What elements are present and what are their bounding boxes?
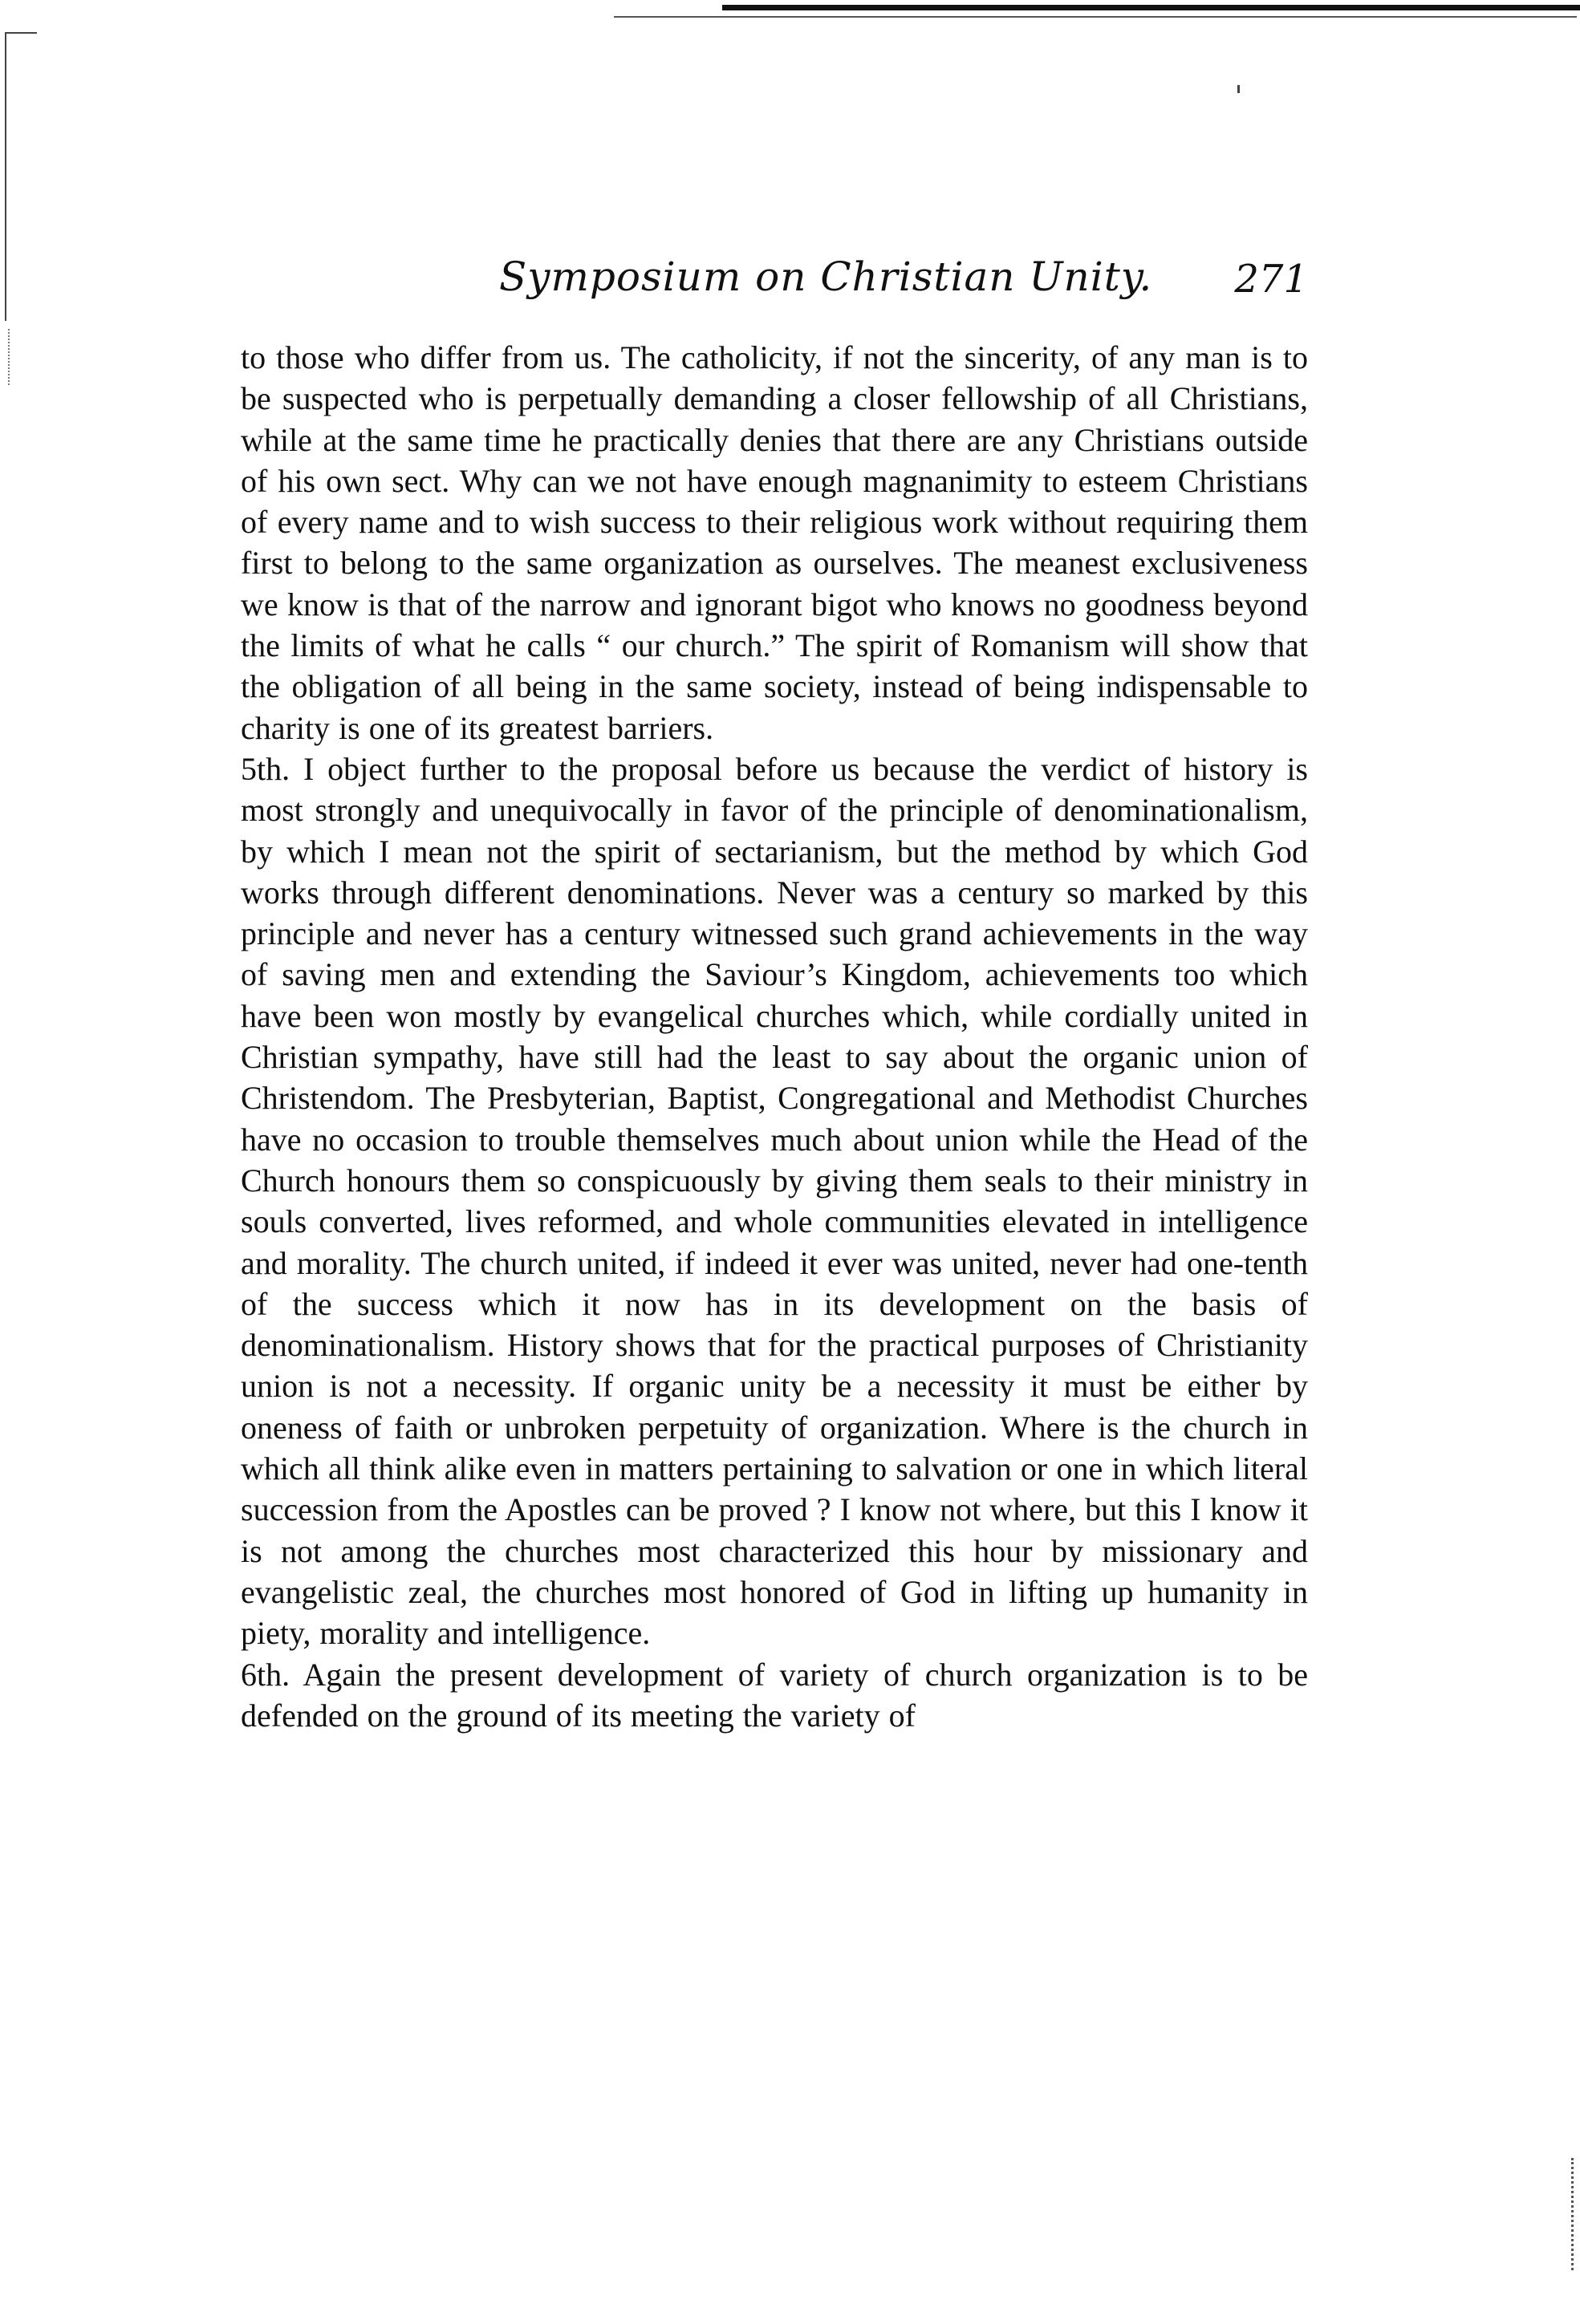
running-head <box>241 249 1308 321</box>
page-number: 271 <box>1234 257 1308 302</box>
right-edge-dots <box>1571 2158 1575 2270</box>
paragraph-continuation: to those who differ from us. The catholicity, if not the sincerity, of any man is to be suspected who is perpetually demanding a closer fellowship of all Christians, while at the same time he practically denies that there are any Christians outside of his own sect. Why can we not have enough magnanimity to esteem Christians of every name and to wish success to their religious work without requiring them first to belong to the same organization as ourselves. The meanest exclusiveness we know is that of the narrow and ignorant bigot who knows no goodness beyond the limits of what he calls “ our church.” The spirit of Romanism will show that the obligation of all being in the same society, instead of being indispensable to charity is one of its greatest barriers. <box>241 339 1308 746</box>
paragraph-sixth-point: 6th. Again the present development of variety of church organization is to be defended on the ground of its meeting the variety of <box>241 1656 1308 1734</box>
left-edge-line <box>5 32 6 321</box>
top-rule-thin <box>614 16 1577 18</box>
running-title: Symposium on Christian Unity. <box>499 253 1153 300</box>
paragraph-fifth-point: 5th. I object further to the proposal before us because the verdict of history is most strongly and unequivocally in favor of the principle of denominationalism, by which I mean not the spirit of sectarianism, but the method by which God works through different denominations. Never was a century so marked by this principle and never has a century witnessed such grand achievements in the way of saving men and extending the Saviour’s Kingdom, achievements too which have been won mostly by evangelical churches which, while cordially united in Christian sympathy, have still had the least to say about the organic union of Christendom. The Presbyterian, Baptist, Congregational and Methodist Churches have no occasion to trouble themselves much about union while the Head of the Church honours them so conspicuously by giving them seals to their ministry in souls converted, lives reformed, and whole communities elevated in intelligence and morality. The church united, if indeed it ever was united, never had one-tenth of the success which it now has in its development on the basis of denominationalism. History shows that for the practical purposes of Christianity union is not a necessity. If organic unity be a necessity it must be either by oneness of faith or unbroken perpetuity of organization. Where is the church in which all think alike even in matters pertaining to salvation or one in which literal succession from the Apostles can be proved ? I know not where, but this I know it is not among the churches most characterized this hour by missionary and evangelistic zeal, the churches most honored of God in lifting up humanity in piety, morality and intelligence. <box>241 750 1308 1652</box>
left-edge-tick <box>5 32 37 34</box>
top-rule-thick <box>722 5 1580 10</box>
ink-speck <box>1237 85 1240 93</box>
body-text <box>241 337 1308 1736</box>
left-edge-dots <box>8 329 11 385</box>
